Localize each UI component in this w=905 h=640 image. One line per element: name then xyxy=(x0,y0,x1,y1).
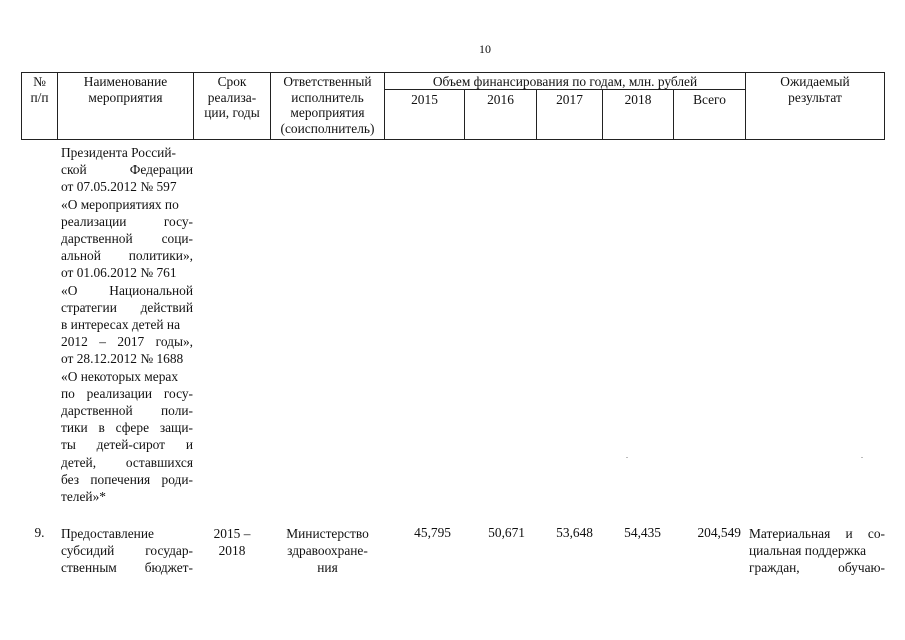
page-number: 10 xyxy=(479,42,491,56)
scan-speck xyxy=(626,457,628,458)
row-number: 9. xyxy=(34,525,45,540)
header-term: Срок реализа- ции, годы xyxy=(204,74,260,121)
header-year-2016: 2016 xyxy=(487,92,514,107)
header-result: Ожидаемый результат xyxy=(780,74,850,105)
row-executor: Министерство здравоохране- ния xyxy=(286,526,369,576)
row-result: Материальная и со- циальная поддержка граждан, обучаю- xyxy=(749,526,885,576)
header-bottom-border xyxy=(21,139,884,140)
row-value-2018: 54,435 xyxy=(624,525,661,540)
row-name: Предоставление субсидий государ- ственным бюджет- xyxy=(61,526,193,576)
header-top-border xyxy=(21,72,884,73)
row-value-total: 204,549 xyxy=(697,525,741,540)
header-year-2018: 2018 xyxy=(624,92,652,107)
continued-item-name: Президента Россий- ской Федерации от 07.05.2012 № 597 «О мероприятиях по реализации госу- дарственной соци- альной политики», от 01.06.2012 № 761 «О Национальной стратегии действий в интересах детей на 2012 – 2017 годы», от 28.12.2012 № 1688 «О некоторых мерах по реализации госу- дарственной поли- тики в сфере защи- ты детей-сирот и детей, оставшихся без попечения роди- телей»* xyxy=(61,145,193,505)
row-value-2016: 50,671 xyxy=(488,525,525,540)
vline xyxy=(884,72,885,140)
header-name: Наименование мероприятия xyxy=(83,74,168,105)
header-executor: Ответственный исполнитель мероприятия (соисполнитель) xyxy=(280,74,375,136)
header-total: Всего xyxy=(693,92,726,107)
scan-speck xyxy=(861,457,863,458)
header-funding: Объем финансирования по годам, млн. рублей xyxy=(432,74,698,89)
header-year-2017: 2017 xyxy=(556,92,583,107)
row-term: 2015 – 2018 xyxy=(213,526,251,559)
header-year-2015: 2015 xyxy=(411,92,438,107)
row-value-2017: 53,648 xyxy=(556,525,593,540)
header-number: № п/п xyxy=(30,74,49,105)
row-value-2015: 45,795 xyxy=(414,525,451,540)
